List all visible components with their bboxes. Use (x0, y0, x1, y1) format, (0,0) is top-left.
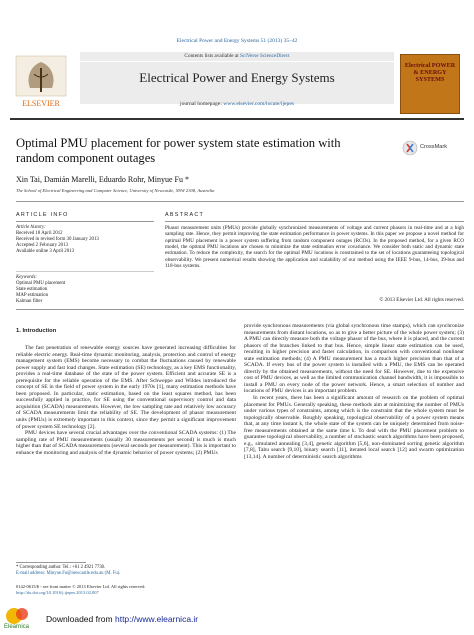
header-divider (10, 118, 464, 120)
abstract-bottom-rule (16, 309, 464, 310)
keyword: MAP estimation (16, 293, 49, 299)
footnote-rule (16, 562, 86, 563)
keywords-block (16, 275, 156, 305)
keywords-rule (16, 271, 154, 272)
section-heading-introduction: 1. Introduction (16, 328, 57, 334)
abstract-text: Phasor measurement units (PMUs) provide globally synchronized measurements of voltage and current phasors in real-time and at a high sampling rate. Hence, they permit improving the state estimation performance in power systems. In this paper we propose a novel method for optimal PMU placement in a power system suffering from random component outages (RCOs). In the proposed method, for a given RCO model, the optimal PMU locations are chosen to minimize the state estimation error covariance. We consider both static and dynamic state estimation. To reduce the complexity, the search for the optimal PMU locations is constrained to the set of locations guaranteeing topological observability. We present numerical results showing the application and scalability of our method using the IEEE 9-bus, 14-bus, 39-bus and 118-bus systems. (165, 225, 464, 270)
abstract-label: ABSTRACT (165, 212, 205, 218)
body-paragraph: provide synchronous measurements (via global synchronous time stamps), which can synchronize measurements from distant locations, so as to give a better picture of the whole power system; (3) A PMU can directly measure both the voltage phasor of the bus, where it is placed, and the current phasors of the branches linked to that bus. Hence, simple linear state estimation can be used, resulting in higher precision and faster calculation, in comparison with conventional nonlinear state estimation methods; (4) A PMU measurement has a much higher precision than that of a SCADA. If every bus of the power system is installed with a PMU, the EMS can be operated directly by the obtained measurements, without the need for SE. However, due to the expensive cost of PMU devices, as well as the limited communication channel bandwidth, it is impossible to install a PMU on every node of the power network. Hence, a smart selection of number and locations of PMU devices is an important problem. (244, 323, 464, 395)
issn-block (16, 584, 236, 595)
corresponding-author-note: * Corresponding author. Tel.: +61 2 4921 7730. (16, 565, 106, 570)
sciencedirect-link[interactable]: SciVerse ScienceDirect (240, 53, 290, 59)
doi-link[interactable]: http://dx.doi.org/10.1016/j.ijepes.2013.02.007 (16, 589, 99, 595)
body-column-left (16, 345, 236, 456)
contents-availability (80, 52, 394, 61)
homepage-prefix: journal homepage: (180, 101, 224, 107)
keyword: Optimal PMU placement (16, 281, 66, 287)
journal-title: Electrical Power and Energy Systems (139, 70, 335, 85)
body-paragraph: The fast penetration of renewable energy sources have generated increasing difficulties for reliable electric energy. Real-time dynamic monitoring, analysis, protection and control of energy management system (EMS) become necessary to combat the fluctuations caused by renewable power supply and fast load changes. State estimation (SE) technology, as a key EMS functionality, provides a real-time database of the state of the power system. Efficient and accurate SE is a prerequisite for the reliable operation of the EMS. After Schweppe and Wildes introduced the concept of SE in the field of power system in the early 1970s [1], many estimation methods have been proposed. In particular, static estimation, based on the least squares method, has been successfully applied in practice, for SE using the conventional supervisory control and data acquisition (SCADA) measurements. However, the low sampling rate and relatively low accuracy of SCADA measurements limit the reliability of SE. The development of phasor measurement units (PMUs) is extremely important in this context, since they permit a significant improvement of power system SE technology [2]. (16, 345, 236, 430)
body-paragraph: PMU devices have several crucial advantages over the conventional SCADA systems: (1) The sampling rate of PMU measurements (usually 30 measurements per second) is much is much higher than that of SCADA measurements (several seconds per measurement). This is important to enhance the monitoring and analysis of the dynamic behavior of power systems; (2) PMUs (16, 430, 236, 456)
download-prefix: Downloaded from (46, 614, 115, 624)
history-item: Available online 3 April 2013 (16, 249, 75, 255)
svg-text:Elearnica: Elearnica (4, 624, 30, 630)
keyword: Kalman filter (16, 299, 43, 305)
abstract-rule (165, 221, 464, 222)
crossmark-icon (402, 140, 418, 156)
authors-divider (16, 201, 464, 202)
elearnica-logo (2, 606, 46, 630)
abstract-copyright: © 2013 Elsevier Ltd. All rights reserved. (379, 297, 464, 303)
history-heading: Article history: (16, 225, 46, 230)
issn-line: 0142-0615/$ - see front matter © 2013 Elsevier Ltd. All rights reserved. (16, 584, 146, 589)
homepage-link[interactable]: www.elsevier.com/locate/ijepes (223, 101, 294, 107)
history-item: Received in revised form 30 January 2013 (16, 237, 99, 243)
keyword: State estimation (16, 287, 48, 293)
download-source (46, 614, 198, 624)
author-list: Xin Tai, Damián Marelli, Eduardo Rohr, Minyue Fu * (16, 175, 189, 184)
history-item: Accepted 2 February 2013 (16, 243, 69, 249)
download-link[interactable]: http://www.elearnica.ir (114, 614, 199, 624)
keywords-heading: Keywords: (16, 275, 38, 280)
article-info-rule (16, 221, 154, 222)
article-info-label: ARTICLE INFO (16, 212, 69, 218)
history-item: Received 18 April 2012 (16, 231, 63, 237)
contents-prefix: Contents lists available at (184, 53, 241, 59)
body-column-right (244, 323, 464, 460)
body-paragraph: In recent years, there has been a significant amount of research on the problem of optimal placement for PMUs. Generally speaking, these methods aim at minimizing the number of PMUs under various types of constraints, among which is the constraint that the whole system must be topologically observable. Roughly speaking, topological observability of a power system means that, at any time instant k, the whole state of the system can be uniquely determined from noise-free measurements obtained at the same time k. To deal with the PMU placement problem to guarantee topological observability, a number of stochastic search algorithms have been proposed, e.g., simulated annealing [3,4], genetic algorithm [5,6], non-dominated sorting genetic algorithm [7,8], Tabu search [9,10], binary search [11], iterated local search [12] and swarm optimization [13,14]. A number of deterministic search algorithms (244, 395, 464, 460)
svg-text:ELSEVIER: ELSEVIER (22, 99, 60, 108)
article-history (16, 225, 156, 255)
journal-cover-title: Electrical POWER & ENERGY SYSTEMS (404, 62, 456, 83)
journal-homepage (80, 101, 394, 107)
crossmark-label: CrossMark (420, 144, 448, 150)
elsevier-logo (12, 54, 70, 110)
author-email[interactable]: E-mail address: Minyue.Fu@newcastle.edu.au (M. Fu). (16, 571, 121, 576)
paper-title: Optimal PMU placement for power system state estimation with random component outages (16, 136, 341, 165)
affiliation: The School of Electrical Engineering and Computer Science, University of Newcastle, NSW 2308, Australia (16, 188, 215, 193)
journal-reference: Electrical Power and Energy Systems 51 (2013) 35–42 (176, 38, 298, 44)
footnote (16, 565, 236, 577)
